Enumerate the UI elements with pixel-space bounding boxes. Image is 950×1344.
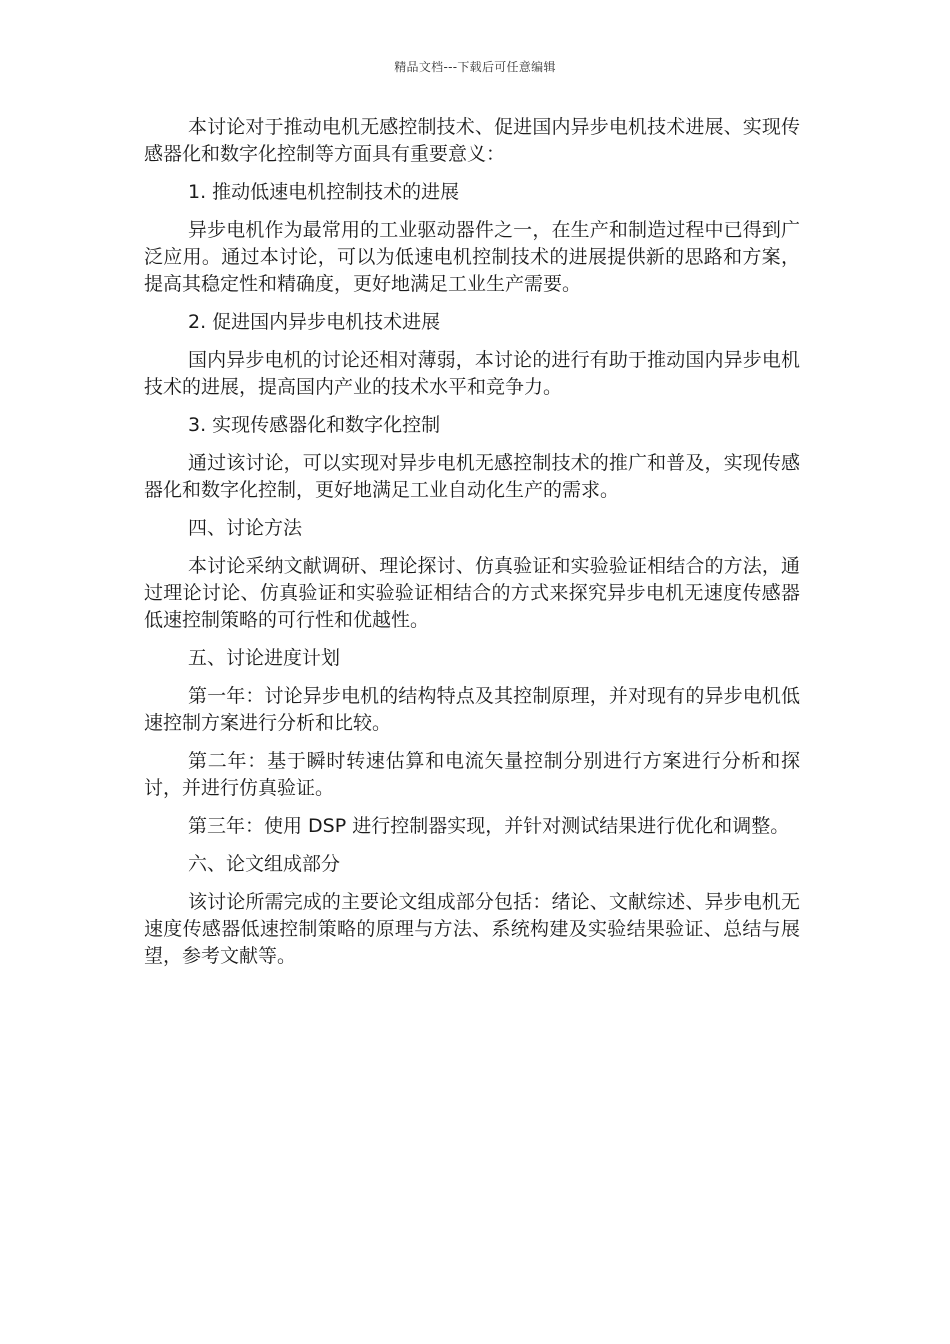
paragraph-domestic-motor-tech: 国内异步电机的讨论还相对薄弱，本讨论的进行有助于推动国内异步电机技术的进展，提高国内产业的技术水平和竞争力。 bbox=[144, 349, 800, 398]
heading-domestic-motor-tech: 2. 促进国内异步电机技术进展 bbox=[188, 311, 441, 333]
paragraph-low-speed-control: 异步电机作为最常用的工业驱动器件之一，在生产和制造过程中已得到广泛应用。通过本讨论，可以为低速电机控制技术的进展提供新的思路和方案，提高其稳定性和精确度，更好地满足工业生产需要。 bbox=[144, 219, 800, 295]
paragraph-year-one: 第一年：讨论异步电机的结构特点及其控制原理，并对现有的异步电机低速控制方案进行分析和比较。 bbox=[144, 685, 800, 734]
document-body bbox=[144, 114, 800, 981]
paragraph-methods: 本讨论采纳文献调研、理论探讨、仿真验证和实验验证相结合的方法，通过理论讨论、仿真验证和实验验证相结合的方式来探究异步电机无速度传感器低速控制策略的可行性和优越性。 bbox=[144, 555, 800, 631]
heading-thesis-parts: 六、论文组成部分 bbox=[188, 853, 341, 875]
heading-low-speed-control: 1. 推动低速电机控制技术的进展 bbox=[188, 181, 460, 203]
heading-schedule: 五、讨论进度计划 bbox=[188, 647, 341, 669]
paragraph-year-three: 第三年：使用 DSP 进行控制器实现，并针对测试结果进行优化和调整。 bbox=[188, 815, 790, 837]
page-header: 精品文档---下载后可任意编辑 bbox=[394, 60, 556, 74]
paragraph-thesis-parts: 该讨论所需完成的主要论文组成部分包括：绪论、文献综述、异步电机无速度传感器低速控制策略的原理与方法、系统构建及实验结果验证、总结与展望，参考文献等。 bbox=[144, 891, 800, 967]
paragraph-sensor-digital-control: 通过该讨论，可以实现对异步电机无感控制技术的推广和普及，实现传感器化和数字化控制，更好地满足工业自动化生产的需求。 bbox=[144, 452, 800, 501]
heading-sensor-digital-control: 3. 实现传感器化和数字化控制 bbox=[188, 414, 441, 436]
paragraph-significance: 本讨论对于推动电机无感控制技术、促进国内异步电机技术进展、实现传感器化和数字化控制等方面具有重要意义： bbox=[144, 116, 800, 165]
heading-methods: 四、讨论方法 bbox=[188, 517, 303, 539]
paragraph-year-two: 第二年：基于瞬时转速估算和电流矢量控制分别进行方案进行分析和探讨，并进行仿真验证。 bbox=[144, 750, 800, 799]
